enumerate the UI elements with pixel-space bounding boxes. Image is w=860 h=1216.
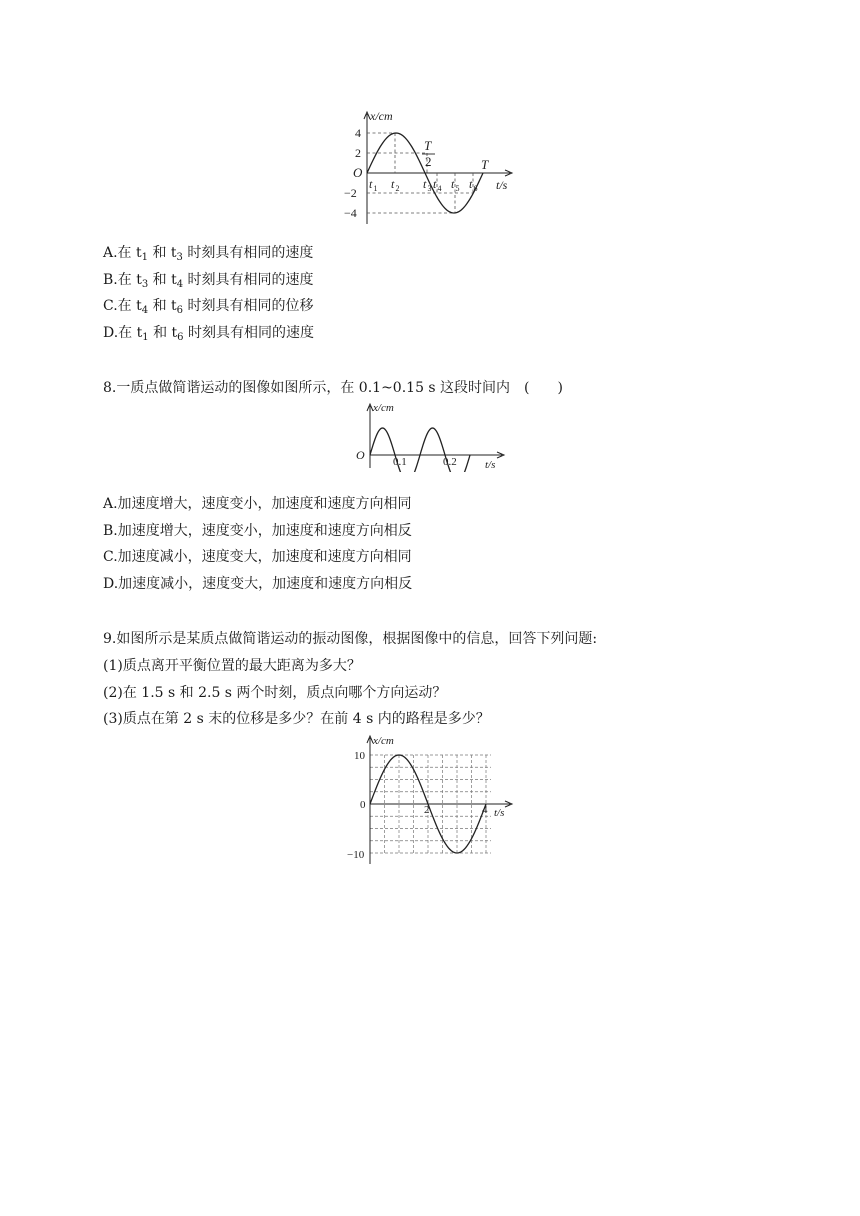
x-tick-t1 bbox=[369, 177, 378, 193]
q9-sub-question-2: (2)在 1.5 s 和 2.5 s 两个时刻，质点向哪个方向运动？ bbox=[103, 685, 447, 701]
y-tick-2: 2 bbox=[355, 146, 361, 160]
q7-option-a: A.在 $t_1$ 和 $t_3$ 时刻具有相同的速度 bbox=[103, 245, 314, 263]
x-axis-label: t/s bbox=[496, 178, 508, 192]
y-axis-label: x/cm bbox=[370, 109, 393, 123]
svg-text:2: 2 bbox=[425, 154, 432, 169]
y-tick-10: 10 bbox=[354, 750, 365, 762]
figure-2-displacement-time-graph bbox=[350, 400, 510, 472]
q7-option-c: C.在 $t_4$ 和 $t_6$ 时刻具有相同的位移 bbox=[103, 298, 314, 316]
svg-text:3: 3 bbox=[427, 184, 432, 193]
svg-text:5: 5 bbox=[455, 184, 460, 193]
q8-option-b: B.加速度增大，速度变小，加速度和速度方向相反 bbox=[103, 523, 412, 539]
svg-text:t: t bbox=[433, 177, 437, 191]
x-tick-0-1: 0.1 bbox=[393, 456, 407, 468]
svg-text:T: T bbox=[424, 138, 432, 153]
y-axis-label: x/cm bbox=[373, 735, 394, 747]
x-axis-label: t/s bbox=[494, 807, 505, 819]
y-tick-minus-10: −10 bbox=[347, 849, 365, 861]
x-tick-t2 bbox=[391, 177, 400, 193]
q8-option-c: C.加速度减小，速度变大，加速度和速度方向相同 bbox=[103, 549, 412, 565]
svg-text:t: t bbox=[469, 177, 473, 191]
svg-text:1: 1 bbox=[373, 184, 378, 193]
x-tick-2: 2 bbox=[424, 804, 430, 816]
svg-text:6: 6 bbox=[473, 184, 478, 193]
x-tick-0-2: 0.2 bbox=[443, 456, 457, 468]
half-period-label bbox=[422, 138, 435, 169]
svg-text:t: t bbox=[423, 177, 427, 191]
y-tick-minus-4: −4 bbox=[344, 206, 357, 220]
q9-sub-question-3: (3)质点在第 2 s 末的位移是多少？在前 4 s 内的路程是多少？ bbox=[103, 711, 490, 727]
svg-text:4: 4 bbox=[437, 184, 442, 193]
period-label: T bbox=[481, 157, 489, 172]
q8-option-d: D.加速度减小，速度变大，加速度和速度方向相反 bbox=[103, 576, 413, 592]
q9-sub-question-1: (1)质点离开平衡位置的最大距离为多大？ bbox=[103, 658, 361, 674]
x-axis-label: t/s bbox=[485, 459, 496, 471]
q8-option-a: A.加速度增大，速度变小，加速度和速度方向相同 bbox=[103, 496, 412, 512]
y-tick-0: 0 bbox=[360, 799, 366, 811]
origin-label: O bbox=[356, 448, 365, 462]
y-tick-minus-2: −2 bbox=[344, 186, 357, 200]
q8-stem: 8.一质点做简谐运动的图像如图所示，在 0.1~0.15 s 这段时间内 ( ) bbox=[103, 380, 563, 396]
svg-text:t: t bbox=[369, 177, 373, 191]
q7-option-b: B.在 $t_3$ 和 $t_4$ 时刻具有相同的速度 bbox=[103, 272, 314, 290]
svg-text:t: t bbox=[451, 177, 455, 191]
x-tick-4: 4 bbox=[482, 804, 488, 816]
q7-option-d: D.在 $t_1$ 和 $t_6$ 时刻具有相同的速度 bbox=[103, 325, 314, 343]
svg-text:2: 2 bbox=[395, 184, 400, 193]
figure-1-displacement-time-graph bbox=[340, 108, 530, 230]
y-axis-label: x/cm bbox=[373, 402, 394, 414]
figure-3-displacement-time-graph bbox=[342, 732, 522, 866]
y-tick-4: 4 bbox=[355, 126, 361, 140]
svg-text:t: t bbox=[391, 177, 395, 191]
q9-stem: 9.如图所示是某质点做简谐运动的振动图像，根据图像中的信息，回答下列问题: bbox=[103, 631, 598, 647]
origin-label: O bbox=[353, 165, 363, 180]
